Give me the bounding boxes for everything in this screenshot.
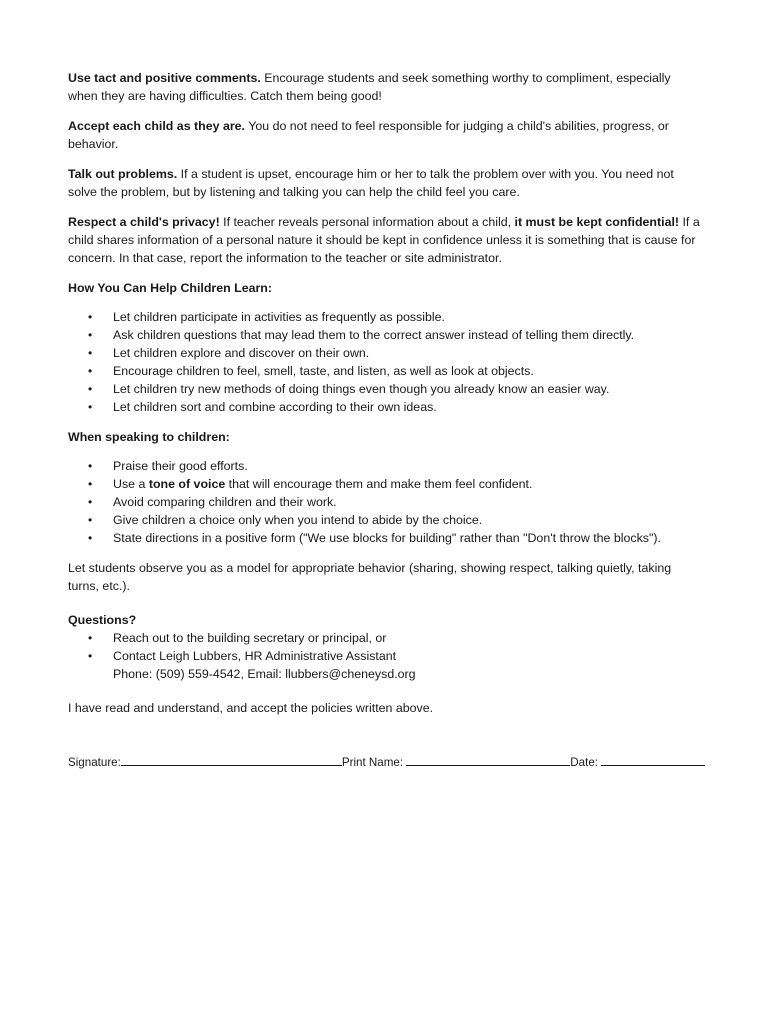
model-paragraph: Let students observe you as a model for appropriate behavior (sharing, showing respect, talking quietly, taking turns, etc.).	[68, 561, 672, 593]
paragraph-text: If teacher reveals personal information about a child,	[219, 215, 515, 229]
questions-heading: Questions?	[68, 613, 137, 627]
list-item: • Encourage children to feel, smell, taste, and listen, as well as look at objects.	[88, 364, 534, 378]
paragraph-lead: Accept each child as they are.	[68, 119, 245, 133]
paragraph-privacy	[68, 213, 700, 267]
contact-name: Contact Leigh Lubbers, HR Administrative Assistant	[113, 649, 397, 663]
bullet-icon: •	[88, 310, 93, 324]
paragraph-accept	[68, 117, 700, 153]
list-item: • Praise their good efforts.	[88, 459, 248, 473]
signature-label: Signature:	[68, 756, 121, 769]
list-item: • Give children a choice only when you intend to abide by the choice.	[88, 513, 483, 527]
bullet-icon: •	[88, 631, 93, 645]
date-label: Date:	[570, 756, 602, 769]
paragraph-text: If a child shares information of a personal nature it should be kept in confidence unless it is something that is cause for concern. In that case, report the information to the teacher or site administrator.	[68, 215, 700, 265]
list-item-emphasis: tone of voice	[148, 477, 226, 491]
list-item: • Let children participate in activities as frequently as possible.	[88, 310, 445, 324]
bullet-icon: •	[88, 495, 93, 509]
questions-list	[68, 629, 700, 683]
contact-details: Phone: (509) 559-4542, Email: llubbers@cheneysd.org	[113, 667, 416, 681]
paragraph-lead: Talk out problems.	[68, 167, 178, 181]
list-item: • State directions in a positive form ("We use blocks for building" rather than "Don't throw the blocks").	[88, 531, 661, 545]
bullet-icon: •	[88, 459, 93, 473]
signature-row	[68, 753, 700, 772]
paragraph-lead: Respect a child's privacy!	[68, 215, 220, 229]
list-item: • Let children explore and discover on their own.	[88, 346, 370, 360]
speaking-heading: When speaking to children:	[68, 430, 230, 444]
list-item: • Ask children questions that may lead them to the correct answer instead of telling them directly.	[88, 328, 635, 342]
list-item: • Avoid comparing children and their work.	[88, 495, 337, 509]
print-name-field[interactable]	[406, 753, 570, 766]
acknowledgement-text: I have read and understand, and accept the policies written above.	[68, 701, 434, 715]
list-item: • Reach out to the building secretary or principal, or	[88, 631, 387, 645]
print-name-label: Print Name:	[341, 756, 407, 769]
bullet-icon: •	[88, 364, 93, 378]
paragraph-emphasis: it must be kept confidential!	[514, 215, 680, 229]
bullet-icon: •	[88, 328, 93, 342]
list-item: • Use a tone of voice that will encourage them and make them feel confident.	[88, 477, 533, 491]
paragraph-talk	[68, 165, 700, 201]
paragraph-lead: Use tact and positive comments.	[68, 71, 261, 85]
bullet-icon: •	[88, 513, 93, 527]
list-item: • Let children try new methods of doing things even though you already know an easier way.	[88, 382, 610, 396]
list-item	[68, 647, 700, 683]
help-heading: How You Can Help Children Learn:	[68, 281, 273, 295]
paragraph-text: You do not need to feel responsible for judging a child's abilities, progress, or behavior.	[68, 119, 669, 151]
bullet-icon: •	[88, 649, 93, 663]
bullet-icon: •	[88, 382, 93, 396]
help-list	[68, 308, 700, 416]
date-field[interactable]	[601, 753, 705, 766]
paragraph-text: If a student is upset, encourage him or her to talk the problem over with you. You need not solve the problem, but by listening and talking you can help the child feel you care.	[68, 167, 674, 199]
paragraph-tact	[68, 69, 700, 105]
list-item: • Let children sort and combine according to their own ideas.	[88, 400, 437, 414]
paragraph-text: Encourage students and seek something worthy to compliment, especially when they are having difficulties. Catch them being good!	[68, 71, 671, 103]
signature-field[interactable]	[121, 753, 342, 766]
bullet-icon: •	[88, 477, 93, 491]
bullet-icon: •	[88, 531, 93, 545]
speaking-list	[68, 457, 700, 547]
bullet-icon: •	[88, 400, 93, 414]
bullet-icon: •	[88, 346, 93, 360]
